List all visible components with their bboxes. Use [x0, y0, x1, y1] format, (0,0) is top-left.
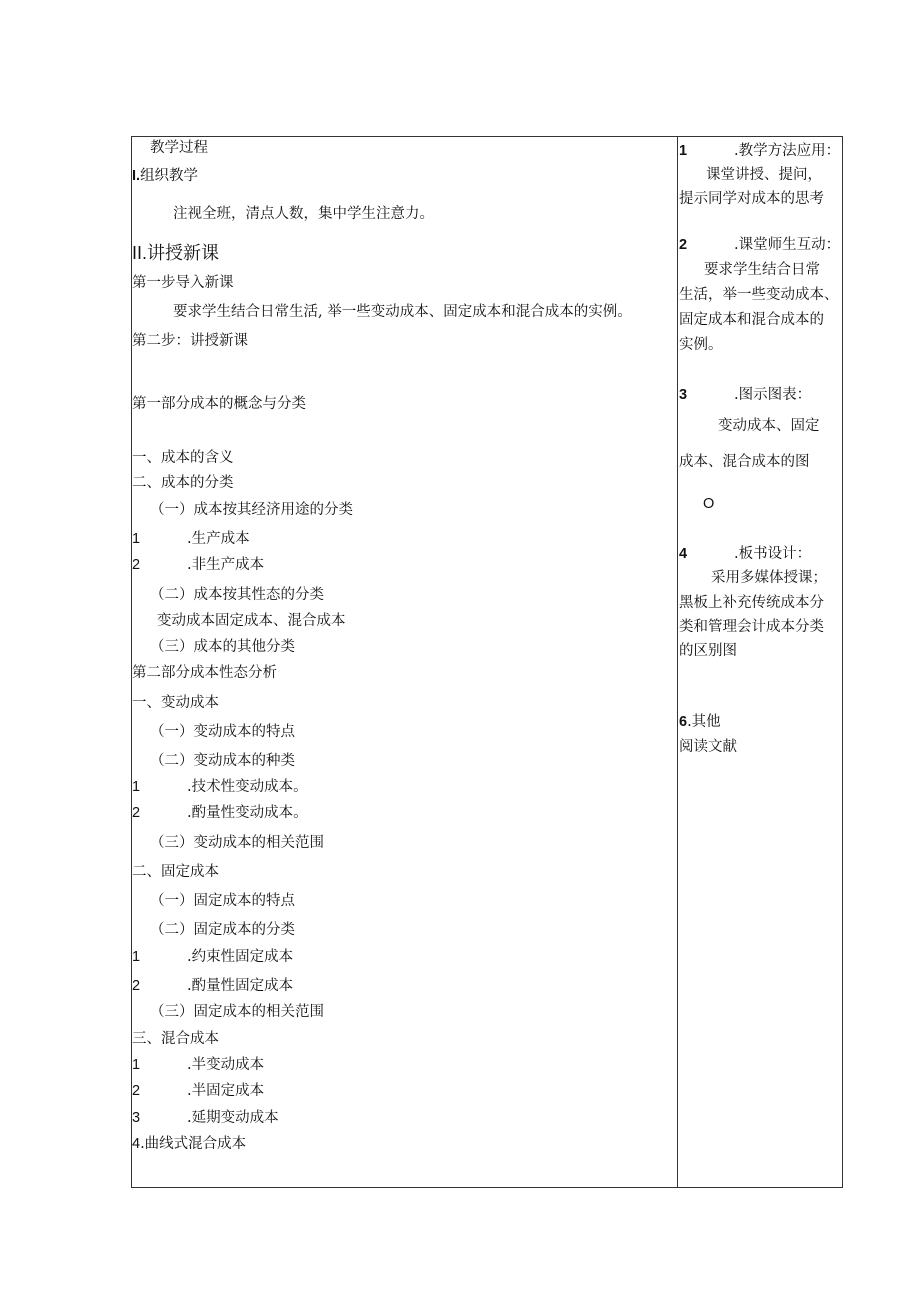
process-header: 教学过程 — [150, 140, 208, 156]
outline-subitem: （三）固定成本的相关范围 — [150, 1004, 324, 1020]
numbered-item: 2 .非生产成本 — [132, 557, 265, 573]
board-text: 类和管理会计成本分类 — [679, 619, 824, 635]
section-organize: I.组织教学 — [132, 168, 199, 184]
numbered-item: 1 .约束性固定成本 — [132, 949, 294, 965]
interaction-text: 固定成本和混合成本的 — [679, 312, 824, 328]
numbered-item: 1 .生产成本 — [132, 531, 250, 547]
numbered-item: 4.曲线式混合成本 — [132, 1136, 247, 1152]
outline-item: 一、成本的含义 — [132, 450, 234, 466]
part1-title: 第一部分成本的概念与分类 — [132, 396, 306, 412]
board-heading: 4 .板书设计： — [679, 546, 812, 562]
section-new-lesson: II.讲授新课 — [132, 243, 220, 264]
outline-subitem: （一）成本按其经济用途的分类 — [150, 502, 353, 518]
board-text: 的区别图 — [679, 643, 737, 659]
numbered-item: 1 .技术性变动成本。 — [132, 779, 308, 795]
interaction-text: 生活，举一些变动成本、 — [679, 287, 839, 303]
step2: 第二步：讲授新课 — [132, 333, 248, 349]
outline-item: 三、混合成本 — [132, 1031, 219, 1047]
other-heading: 6.其他 — [679, 714, 721, 730]
column-divider — [677, 136, 678, 1188]
board-text: 采用多媒体授课； — [711, 570, 827, 586]
outline-item: 二、固定成本 — [132, 864, 219, 880]
interaction-text: 实例。 — [679, 337, 723, 353]
section-organize-body: 注视全班，清点人数，集中学生注意力。 — [173, 206, 434, 222]
step1: 第一步导入新课 — [132, 275, 234, 291]
interaction-heading: 2 .课堂师生互动： — [679, 237, 841, 253]
outline-subitem: （三）成本的其他分类 — [150, 639, 295, 655]
method-heading: 1 .教学方法应用： — [679, 143, 841, 159]
numbered-item: 2 .半固定成本 — [132, 1083, 265, 1099]
outline-subitem: （三）变动成本的相关范围 — [150, 835, 324, 851]
chart-text: 成本、混合成本的图 — [679, 454, 810, 470]
outline-subitem: （一）固定成本的特点 — [150, 893, 295, 909]
other-text: 阅读文献 — [679, 739, 737, 755]
board-text: 黑板上补充传统成本分 — [679, 595, 824, 611]
interaction-text: 要求学生结合日常 — [704, 262, 820, 278]
outline-subitem: （二）固定成本的分类 — [150, 922, 295, 938]
part2-title: 第二部分成本性态分析 — [132, 665, 277, 681]
chart-text: 变动成本、固定 — [718, 418, 820, 434]
outline-subitem: （二）成本按其性态的分类 — [150, 587, 324, 603]
outline-subitem: （二）变动成本的种类 — [150, 753, 295, 769]
numbered-item: 2 .酌量性固定成本 — [132, 978, 294, 994]
chart-heading: 3 .图示图表： — [679, 387, 812, 403]
chart-text: O — [703, 496, 715, 512]
numbered-item: 2 .酌量性变动成本。 — [132, 805, 308, 821]
outline-subitem: （一）变动成本的特点 — [150, 724, 295, 740]
numbered-item: 1 .半变动成本 — [132, 1057, 265, 1073]
outline-item: 二、成本的分类 — [132, 475, 234, 491]
numbered-item: 3 .延期变动成本 — [132, 1110, 279, 1126]
step1-body: 要求学生结合日常生活, 举一些变动成本、固定成本和混合成本的实例。 — [173, 304, 632, 320]
outline-item: 一、变动成本 — [132, 695, 219, 711]
method-text: 课堂讲授、提问， — [706, 167, 822, 183]
outline-body: 变动成本固定成本、混合成本 — [157, 613, 346, 629]
method-text: 提示同学对成本的思考 — [679, 191, 824, 207]
